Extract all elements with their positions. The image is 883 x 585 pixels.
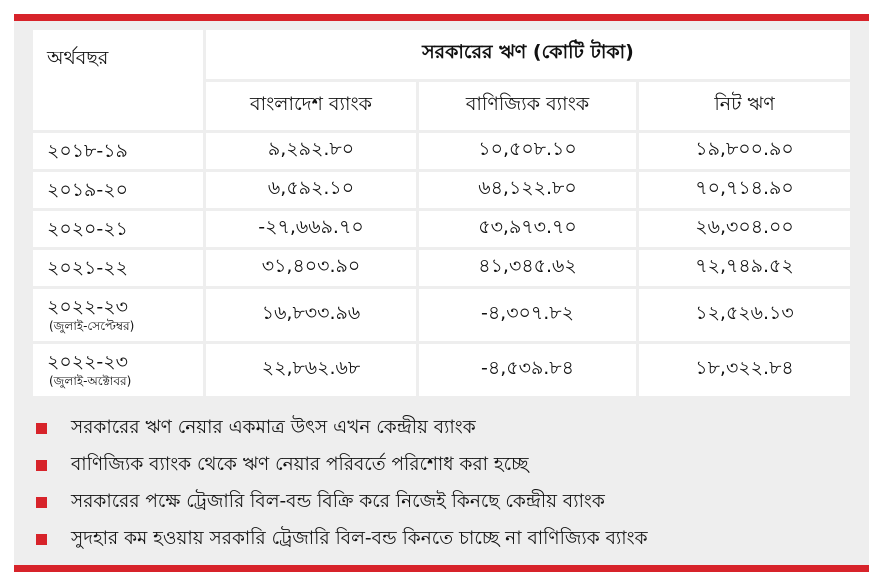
table-row [32, 288, 852, 343]
bangladesh-bank-value: ২২,৮৬২.৬৮ [205, 343, 418, 398]
key-points-list [36, 410, 856, 558]
table-row [32, 210, 852, 249]
commercial-bank-value: -৪,৫৩৯.৮৪ [418, 343, 638, 398]
list-item-text: বাণিজ্যিক ব্যাংক থেকে ঋণ নেয়ার পরিবর্তে পরিশোধ করা হচ্ছে [71, 454, 529, 475]
list-item [36, 447, 856, 484]
commercial-bank-value: ৫৩,৯৭৩.৭০ [418, 210, 638, 249]
list-item [36, 484, 856, 521]
red-square-bullet-icon [36, 460, 47, 471]
bangladesh-bank-value: -২৭,৬৬৯.৭০ [205, 210, 418, 249]
commercial-bank-value: ৪১,৩৪৫.৬২ [418, 249, 638, 288]
bangladesh-bank-value: ১৬,৮৩৩.৯৬ [205, 288, 418, 343]
list-item [36, 410, 856, 447]
net-borrowing-value: ৭২,৭৪৯.৫২ [638, 249, 852, 288]
net-borrowing-value: ২৬,৩০৪.০০ [638, 210, 852, 249]
bangladesh-bank-value: ৬,৫৯২.১০ [205, 171, 418, 210]
fiscal-year: ২০১৮-১৯ [47, 140, 128, 162]
net-borrowing-value: ৭০,৭১৪.৯০ [638, 171, 852, 210]
fiscal-year: ২০২২-২৩ [47, 296, 128, 318]
bangladesh-bank-value: ৯,২৯২.৮০ [205, 132, 418, 171]
bottom-accent-bar [14, 565, 869, 572]
fiscal-year-period-note: (জুলাই-অক্টোবর) [49, 374, 132, 388]
table-row [32, 343, 852, 398]
borrowing-group-header: সরকারের ঋণ (কোটি টাকা) [205, 29, 852, 81]
net-borrowing-value: ১৯,৮০০.৯০ [638, 132, 852, 171]
list-item-text: সুদহার কম হওয়ায় সরকারি ট্রেজারি বিল-বন্ড কিনতে চাচ্ছে না বাণিজ্যিক ব্যাংক [71, 528, 648, 549]
top-accent-bar [14, 14, 869, 21]
list-item-text: সরকারের পক্ষে ট্রেজারি বিল-বন্ড বিক্রি করে নিজেই কিনছে কেন্দ্রীয় ব্যাংক [71, 491, 605, 512]
commercial-bank-value: -৪,৩০৭.৮২ [418, 288, 638, 343]
commercial-bank-value: ১০,৫০৮.১০ [418, 132, 638, 171]
column-header-commercial-bank: বাণিজ্যিক ব্যাংক [418, 80, 638, 132]
list-item-text: সরকারের ঋণ নেয়ার একমাত্র উৎস এখন কেন্দ্রীয় ব্যাংক [71, 417, 476, 438]
bangladesh-bank-value: ৩১,৪০৩.৯০ [205, 249, 418, 288]
table-row [32, 249, 852, 288]
red-square-bullet-icon [36, 534, 47, 545]
fiscal-year: ২০২১-২২ [47, 257, 128, 279]
red-square-bullet-icon [36, 497, 47, 508]
fiscal-year: ২০২০-২১ [47, 218, 128, 240]
fiscal-year-period-note: (জুলাই-সেপ্টেম্বর) [49, 319, 135, 333]
table-row [32, 132, 852, 171]
net-borrowing-value: ১৮,৩২২.৮৪ [638, 343, 852, 398]
column-header-bangladesh-bank: বাংলাদেশ ব্যাংক [205, 80, 418, 132]
commercial-bank-value: ৬৪,১২২.৮০ [418, 171, 638, 210]
fiscal-year: ২০১৯-২০ [47, 179, 128, 201]
table-row [32, 171, 852, 210]
net-borrowing-value: ১২,৫২৬.১৩ [638, 288, 852, 343]
fiscal-year-header: অর্থবছর [32, 29, 205, 132]
list-item [36, 521, 856, 558]
red-square-bullet-icon [36, 423, 47, 434]
column-header-net-borrowing: নিট ঋণ [638, 80, 852, 132]
government-borrowing-table [30, 27, 853, 399]
fiscal-year: ২০২২-২৩ [47, 351, 128, 373]
